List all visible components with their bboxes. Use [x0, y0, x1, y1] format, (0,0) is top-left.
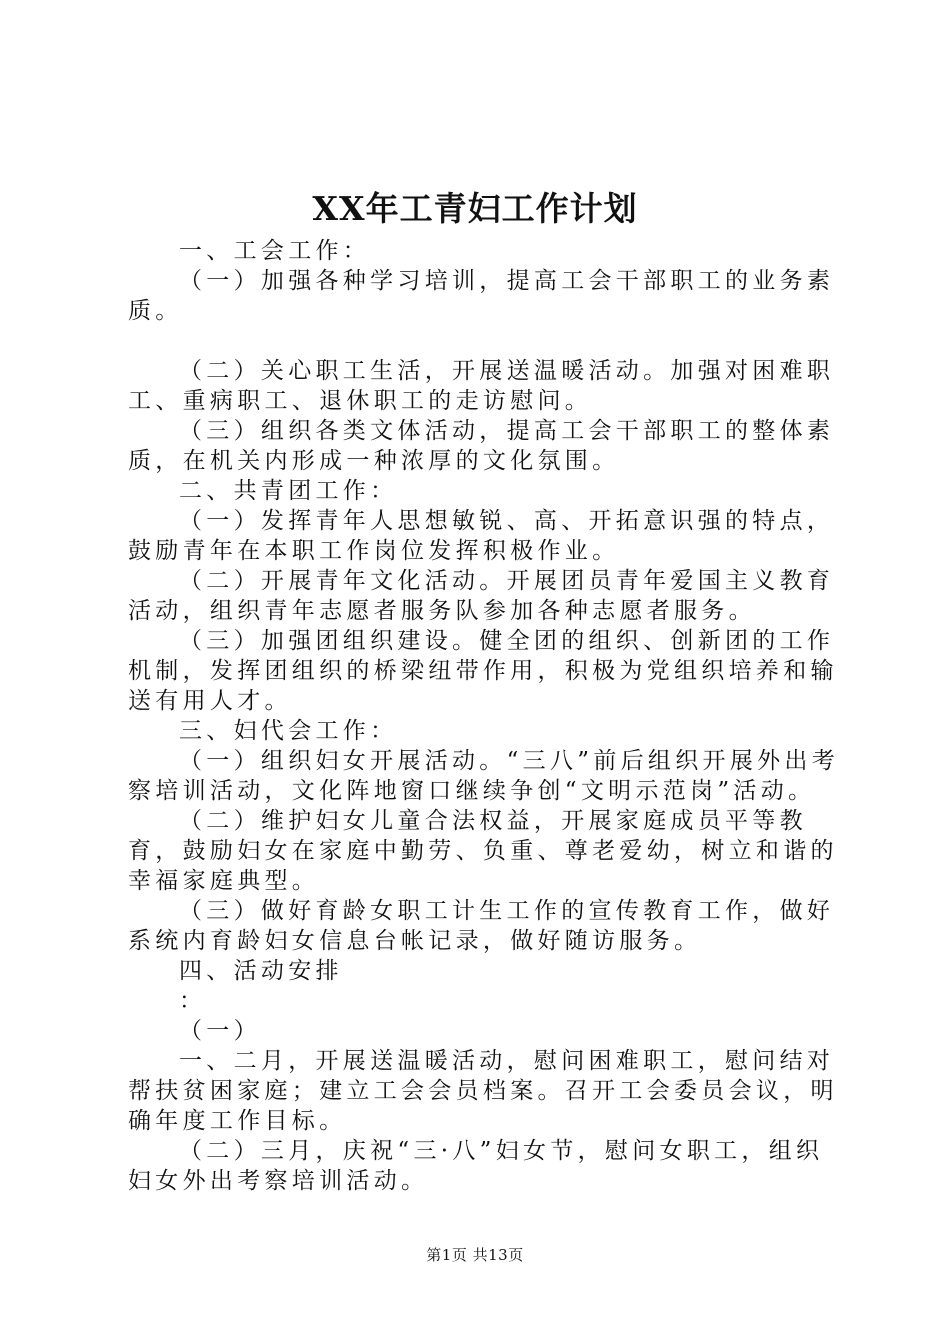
section-heading-activities: 四、活动安排 — [179, 958, 343, 984]
paragraph: （二）关心职工生活，开展送温暖活动。加强对困难职工、重病职工、退休职工的走访慰问。 — [128, 358, 835, 414]
paragraph: （二）开展青年文化活动。开展团员青年爱国主义教育活动，组织青年志愿者服务队参加各种志愿者服务。 — [128, 568, 835, 624]
paragraph: （三）加强团组织建设。健全团的组织、创新团的工作机制，发挥团组织的桥梁纽带作用，积极为党组织培养和输送有用人才。 — [128, 628, 838, 714]
page-footer: 第1页 共13页 — [426, 1246, 524, 1264]
paragraph: （三）做好育龄女职工计生工作的宣传教育工作，做好系统内育龄妇女信息台帐记录，做好随访服务。 — [128, 898, 835, 954]
paragraph: （二）三月，庆祝“三·八”妇女节，慰问女职工，组织妇女外出考察培训活动。 — [128, 1138, 824, 1194]
paragraph: （二）维护妇女儿童合法权益，开展家庭成员平等教育，鼓励妇女在家庭中勤劳、负重、尊老爱幼，树立和谐的幸福家庭典型。 — [128, 808, 838, 894]
paragraph: 一、二月，开展送温暖活动，慰问困难职工，慰问结对帮扶贫困家庭；建立工会会员档案。召开工会委员会议，明确年度工作目标。 — [128, 1048, 838, 1134]
section-heading-women: 三、妇代会工作： — [179, 718, 398, 744]
document-title: XX年工青妇工作计划 — [312, 189, 638, 228]
section-heading-youth-league: 二、共青团工作： — [179, 478, 398, 504]
paragraph: （一）加强各种学习培训，提高工会干部职工的业务素质。 — [128, 268, 835, 324]
document-body — [128, 236, 844, 1196]
paragraph: （一） — [179, 1018, 261, 1044]
paragraph: ： — [179, 988, 207, 1014]
paragraph: （一）发挥青年人思想敏锐、高、开拓意识强的特点，鼓励青年在本职工作岗位发挥积极作业。 — [128, 508, 835, 564]
paragraph: （一）组织妇女开展活动。“三八”前后组织开展外出考察培训活动，文化阵地窗口继续争创“文明示范岗”活动。 — [128, 748, 840, 804]
section-heading-union: 一、工会工作： — [179, 238, 371, 264]
paragraph: （三）组织各类文体活动，提高工会干部职工的整体素质，在机关内形成一种浓厚的文化氛围。 — [128, 418, 835, 474]
